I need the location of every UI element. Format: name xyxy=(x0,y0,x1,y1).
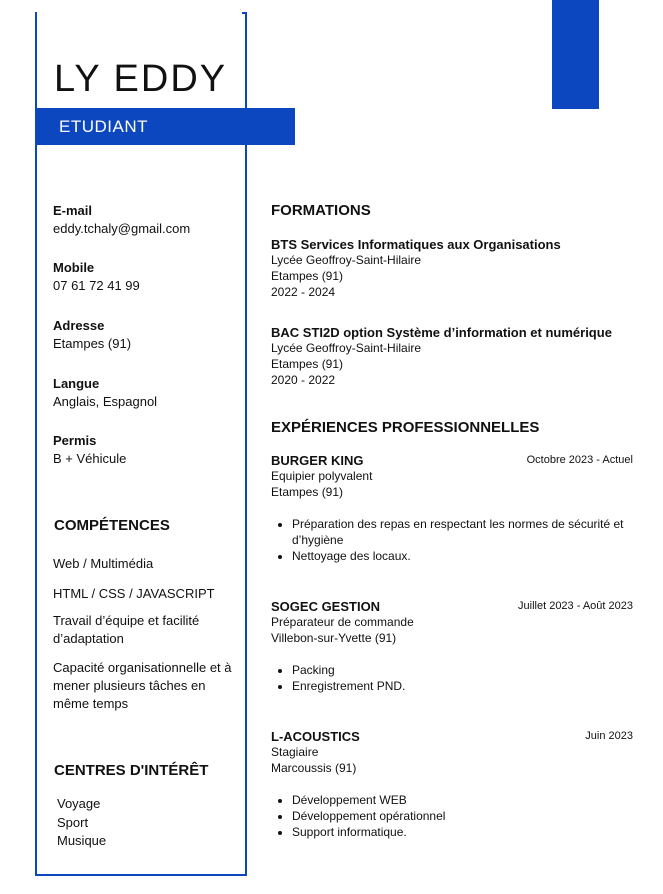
experience-date: Juin 2023 xyxy=(585,730,633,742)
contact-mobile xyxy=(53,260,238,293)
experience-entry xyxy=(271,599,636,694)
formation-entry xyxy=(271,237,636,300)
role-title: ETUDIANT xyxy=(59,117,148,136)
experience-position: Préparateur de commande xyxy=(271,615,414,629)
contact-value: 07 61 72 41 99 xyxy=(53,278,140,293)
formation-title: BAC STI2D option Système d’information et numérique xyxy=(271,325,612,340)
contact-license xyxy=(53,433,238,466)
formation-entry xyxy=(271,325,636,388)
experience-company: SOGEC GESTION xyxy=(271,599,381,614)
formation-title: BTS Services Informatiques aux Organisations xyxy=(271,237,561,252)
contact-value: Etampes (91) xyxy=(53,336,132,351)
formations-title: FORMATIONS xyxy=(271,202,371,219)
formation-school: Lycée Geoffroy-Saint-Hilaire xyxy=(271,253,422,267)
contact-label: Permis xyxy=(53,433,97,448)
formation-city: Etampes (91) xyxy=(271,269,344,283)
skill-item: Travail d’équipe et facilité d’adaptation xyxy=(53,613,200,646)
contact-address xyxy=(53,318,238,351)
contact-value: eddy.tchaly@gmail.com xyxy=(53,221,191,236)
experience-tasks xyxy=(271,662,636,694)
interest-item: Sport xyxy=(57,815,89,830)
frame-gap xyxy=(37,12,242,16)
formation-years: 2022 - 2024 xyxy=(271,285,336,299)
formation-school: Lycée Geoffroy-Saint-Hilaire xyxy=(271,341,422,355)
contact-value: Anglais, Espagnol xyxy=(53,394,158,409)
skill-item: Capacité organisationnelle et à mener plusieurs tâches en même temps xyxy=(53,660,232,711)
contact-label: E-mail xyxy=(53,203,93,218)
experience-tasks xyxy=(271,516,636,564)
skills-title: COMPÉTENCES xyxy=(54,517,170,534)
contact-label: Adresse xyxy=(53,318,105,333)
skill-item: Web / Multimédia xyxy=(53,556,154,571)
contact-email xyxy=(53,203,238,236)
interests-title: CENTRES D'INTÉRÊT xyxy=(54,762,209,779)
contact-language xyxy=(53,376,238,409)
task-item: • Développement opérationnel xyxy=(292,808,636,824)
skill-item: HTML / CSS / JAVASCRIPT xyxy=(53,586,215,601)
task-item: • Support informatique. xyxy=(292,824,636,840)
experiences-title: EXPÉRIENCES PROFESSIONNELLES xyxy=(271,419,540,436)
task-item: • Préparation des repas en respectant les normes de sécurité et d’hygiène xyxy=(292,516,636,548)
experience-city: Villebon-sur-Yvette (91) xyxy=(271,631,397,645)
contact-label: Langue xyxy=(53,376,100,391)
formation-city: Etampes (91) xyxy=(271,357,344,371)
contact-label: Mobile xyxy=(53,260,95,275)
interest-item: Voyage xyxy=(57,796,101,811)
experience-company: BURGER KING xyxy=(271,453,364,468)
experience-position: Stagiaire xyxy=(271,745,319,759)
experience-city: Etampes (91) xyxy=(271,485,344,499)
task-item: • Enregistrement PND. xyxy=(292,678,636,694)
experience-entry xyxy=(271,453,636,564)
experience-position: Equipier polyvalent xyxy=(271,469,373,483)
top-accent-bar xyxy=(552,0,599,109)
experience-company: L-ACOUSTICS xyxy=(271,729,360,744)
task-item: • Nettoyage des locaux. xyxy=(292,548,636,564)
task-item: • Développement WEB xyxy=(292,792,636,808)
contact-value: B + Véhicule xyxy=(53,451,127,466)
person-name: LY EDDY xyxy=(54,58,228,100)
formation-years: 2020 - 2022 xyxy=(271,373,336,387)
experience-date: Juillet 2023 - Août 2023 xyxy=(518,600,633,612)
experience-entry xyxy=(271,729,636,840)
experience-date: Octobre 2023 - Actuel xyxy=(526,454,633,466)
experience-tasks xyxy=(271,792,636,840)
interest-item: Musique xyxy=(57,833,107,848)
experience-city: Marcoussis (91) xyxy=(271,761,357,775)
task-item: • Packing xyxy=(292,662,636,678)
